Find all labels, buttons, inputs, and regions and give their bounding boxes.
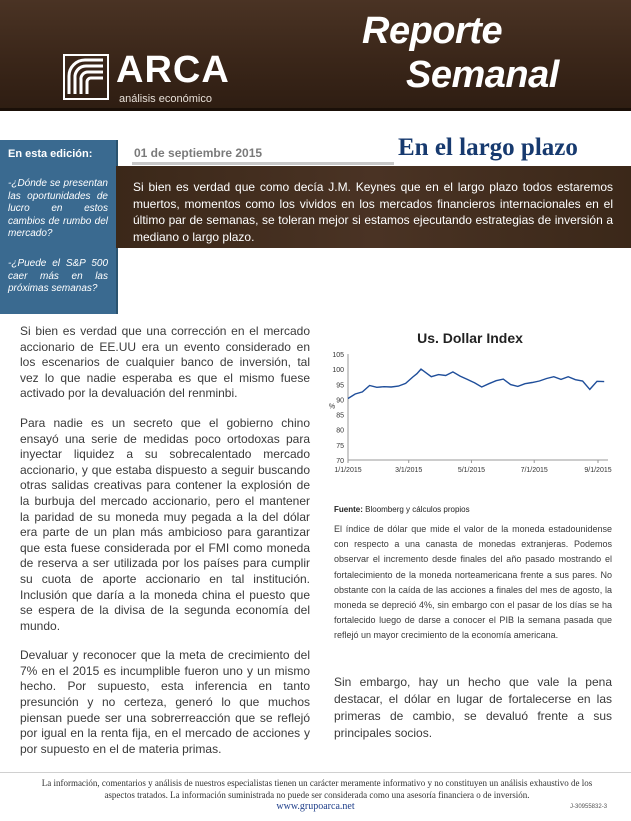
- y-tick-label: 70: [336, 458, 344, 465]
- y-tick-label: 100: [332, 367, 344, 375]
- left-column: [20, 324, 310, 771]
- series-line: [348, 369, 604, 398]
- disclaimer: La información, comentarios y análisis de nuestros especialistas tienen un carácter meramente informativo y no constituyen un análisis exhaustivo de los aspectos tratados. La información suministrada no puede ser considerada como una asesoría financiera o de inversión.: [41, 778, 593, 800]
- right-column-text: [334, 522, 612, 644]
- date-underline: [132, 162, 394, 165]
- sidebar-item: -¿Dónde se presentan las oportunidades de lucro en estos cambios de rumbo del mercado?: [8, 178, 108, 239]
- headline: En el largo plazo: [398, 134, 578, 161]
- chart-canvas: [320, 350, 620, 480]
- dollar-index-chart: [320, 330, 620, 480]
- chart-title: Us. Dollar Index: [417, 330, 523, 346]
- paragraph: Si bien es verdad que una corrección en el mercado accionario de EE.UU era un evento considerado en los escenarios de cualquier banco de inversión, tal vez lo que nadie esperaba es que el mismo fuese activado por la devaluación del renminbi.: [20, 324, 310, 401]
- y-tick-label: 75: [336, 442, 344, 450]
- document-code: J-30955832-3: [570, 804, 608, 810]
- sidebar-item: -¿Puede el S&P 500 caer más en las próximas semanas?: [8, 258, 108, 294]
- y-tick-label: 80: [336, 427, 344, 435]
- source-label: Fuente:: [334, 505, 363, 514]
- y-axis-label: %: [328, 403, 336, 411]
- logo-tagline: análisis económico: [119, 93, 212, 105]
- arca-logo-icon: [63, 54, 109, 100]
- intro-banner: [116, 166, 631, 248]
- x-tick-label: 9/1/2015: [584, 467, 612, 474]
- y-tick-label: 90: [336, 397, 344, 405]
- sidebar-heading: En esta edición:: [8, 148, 93, 160]
- x-tick-label: 1/1/2015: [334, 467, 362, 474]
- intro-text: Si bien es verdad que como decía J.M. Keynes que en el largo plazo todos estaremos muertos, momentos como los vividos en los mercados financieros internacionales en el último par de semanas, se toleran mejor si estamos ejecutando estrategias de inversión a mediano o largo plazo.: [133, 180, 613, 244]
- source-text: Bloomberg y cálculos propios: [365, 505, 470, 514]
- y-tick-label: 85: [336, 412, 344, 420]
- report-title-line2: Semanal: [406, 54, 559, 96]
- paragraph: Para nadie es un secreto que el gobierno chino ensayó una serie de medidas poco ortodoxas para inyectar liquidez a su sobrecalentado mercado accionario, y que estaba dispuesto a seguir buscando otras salidas creativas para contener la explosión de la burbuja del mercado accionario, pero el mantener la paridad de su moneda muy pegada a la del dólar era parte de un plan más ambicioso para garantizar que esta fuese considerada por el FMI como moneda de reserva a ser utilizada por los países para cumplir su cuota de aporte accionario en tal institución. Inclusión que daría a la moneda china el puesto que se espera de la divisa de la segunda economía del mundo.: [20, 415, 310, 633]
- y-tick-label: 95: [336, 382, 344, 390]
- paragraph: Devaluar y reconocer que la meta de crecimiento del 7% en el 2015 es incumplible fueron uno y un mismo hecho. Por supuesto, esta inferencia en tanto presunción y no certeza, generó lo que muchos piensan puede ser una sobrerreacción que se reflejó por igual en la renta fija, en el mercado de acciones y por supuesto en el de materia primas.: [20, 648, 310, 756]
- x-tick-label: 5/1/2015: [457, 467, 486, 474]
- paragraph: El índice de dólar que mide el valor de la moneda estadounidense con respecto a una canasta de monedas extranjeras. Podemos observar el incremento desde finales del año pasado mostrando el fortalecimiento de la moneda norteamericana frente a sus pares. No obstante con la caída de las acciones a finales del mes de agosto, la moneda se depreció 4%, sin embargo con el pasar de los días se ha fortalecido luego de darse a conocer el PIB la semana pasada que reflejó un mayor crecimiento de la economía americana.: [334, 524, 612, 641]
- right-column-text-2: [334, 674, 612, 742]
- x-tick-label: 3/1/2015: [395, 467, 423, 474]
- header-divider: [0, 108, 631, 111]
- x-tick-label: 7/1/2015: [520, 467, 548, 474]
- issue-date: 01 de septiembre 2015: [134, 146, 263, 160]
- logo-name: ARCA: [116, 49, 230, 91]
- paragraph: Sin embargo, hay un hecho que vale la pena destacar, el dólar en lugar de fortalecerse en las primeras de cambio, se devaluó frente a sus principales socios.: [334, 675, 612, 740]
- website-link[interactable]: www.grupoarca.net: [276, 801, 355, 812]
- footer-divider: [0, 772, 631, 773]
- y-tick-label: 105: [332, 352, 344, 359]
- edition-sidebar: [0, 140, 118, 314]
- chart-source: [334, 505, 470, 514]
- report-title-line1: Reporte: [362, 10, 503, 52]
